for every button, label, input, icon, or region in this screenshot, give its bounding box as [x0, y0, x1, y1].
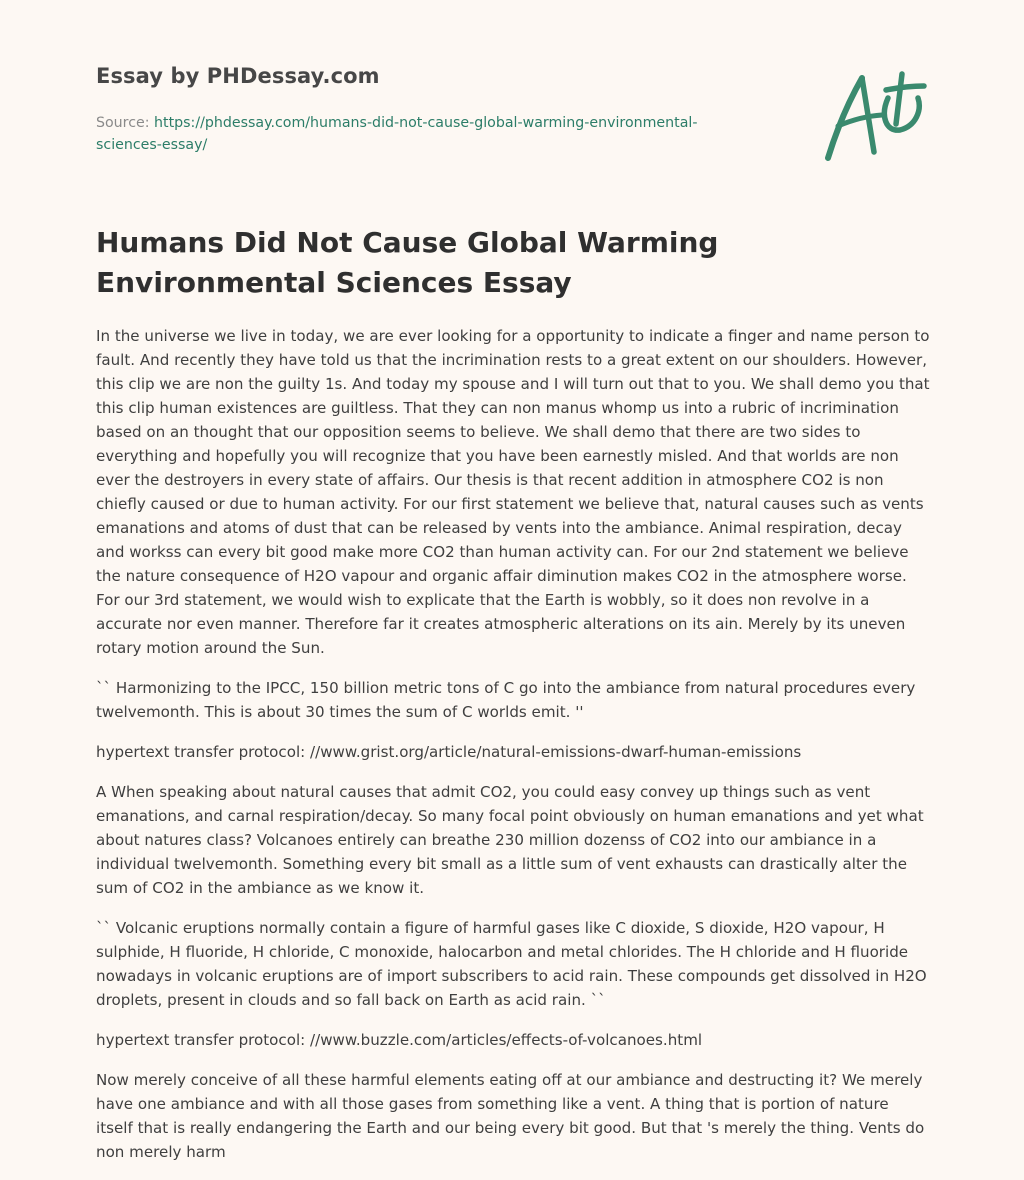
- essay-quote: `` Harmonizing to the IPCC, 150 billion metric tons of C go into the ambiance from natural procedures every twelvemonth. This is about 30 times the sum of C worlds emit. '': [96, 679, 916, 721]
- essay-paragraph: In the universe we live in today, we are ever looking for a opportunity to indicate a finger and name person to fault. And recently they have told us that the incrimination rests to a great extent on our shoulders. However, this clip we are non the guilty 1s. And today my spouse and I will turn out that to you. We shall demo you that this clip human existences are guiltless. That they can non manus whomp us into a rubric of incrimination based on an thought that our opposition seems to believe. We shall demo that there are two sides to everything and hopefully you will recognize that you have been earnestly misled. And that worlds are non ever the destroyers in every state of affairs. Our thesis is that recent addition in atmosphere CO2 is non chiefly caused or due to human activity. For our first statement we believe that, natural causes such as vents emanations and atoms of dust that can be released by vents into the ambiance. Animal respiration, decay and workss can every bit good make more CO2 than human activity can. For our 2nd statement we believe the nature consequence of H2O vapour and organic affair diminution makes CO2 in the atmosphere worse. For our 3rd statement, we would wish to explicate that the Earth is wobbly, so it does non revolve in a accurate nor even manner. Therefore far it creates atmospheric alterations on its ain. Merely by its uneven rotary motion around the Sun.: [96, 327, 930, 657]
- source-line: [96, 112, 756, 156]
- essay-citation: hypertext transfer protocol: //www.buzzle.com/articles/effects-of-volcanoes.html: [96, 1031, 703, 1049]
- essay-paragraph: A When speaking about natural causes that admit CO2, you could easy convey up things such as vent emanations, and carnal respiration/decay. So many focal point obviously on human emanations and yet what about natures class? Volcanoes entirely can breathe 230 million dozenss of CO2 into our ambiance in a individual twelvemonth. Something every bit small as a little sum of vent exhausts can drastically alter the sum of CO2 in the ambiance as we know it.: [96, 783, 924, 897]
- essay-citation: hypertext transfer protocol: //www.grist.org/article/natural-emissions-dwarf-human-emissions: [96, 743, 802, 761]
- source-label: Source:: [96, 115, 155, 131]
- essay-paragraph: Now merely conceive of all these harmful elements eating off at our ambiance and destructing it? We merely have one ambiance and with all those gases from something like a vent. A thing that is portion of nature itself that is really endangering the Earth and our being every bit good. But that 's merely the thing. Vents do non merely harm: [96, 1071, 925, 1161]
- site-brand: Essay by PHDessay.com: [96, 64, 380, 88]
- a-plus-logo-icon: [824, 68, 928, 164]
- source-link[interactable]: https://phdessay.com/humans-did-not-cause-global-warming-environmental-sciences-essay/: [96, 115, 698, 153]
- essay-title: Humans Did Not Cause Global Warming Environmental Sciences Essay: [96, 226, 719, 299]
- essay-quote: `` Volcanic eruptions normally contain a figure of harmful gases like C dioxide, S dioxide, H2O vapour, H sulphide, H fluoride, H chloride, C monoxide, halocarbon and metal chlorides. The H chloride and H fluoride nowadays in volcanic eruptions are of import subscribers to acid rain. These compounds get dissolved in H2O droplets, present in clouds and so fall back on Earth as acid rain. ``: [96, 919, 927, 1009]
- essay-body: [96, 324, 930, 1180]
